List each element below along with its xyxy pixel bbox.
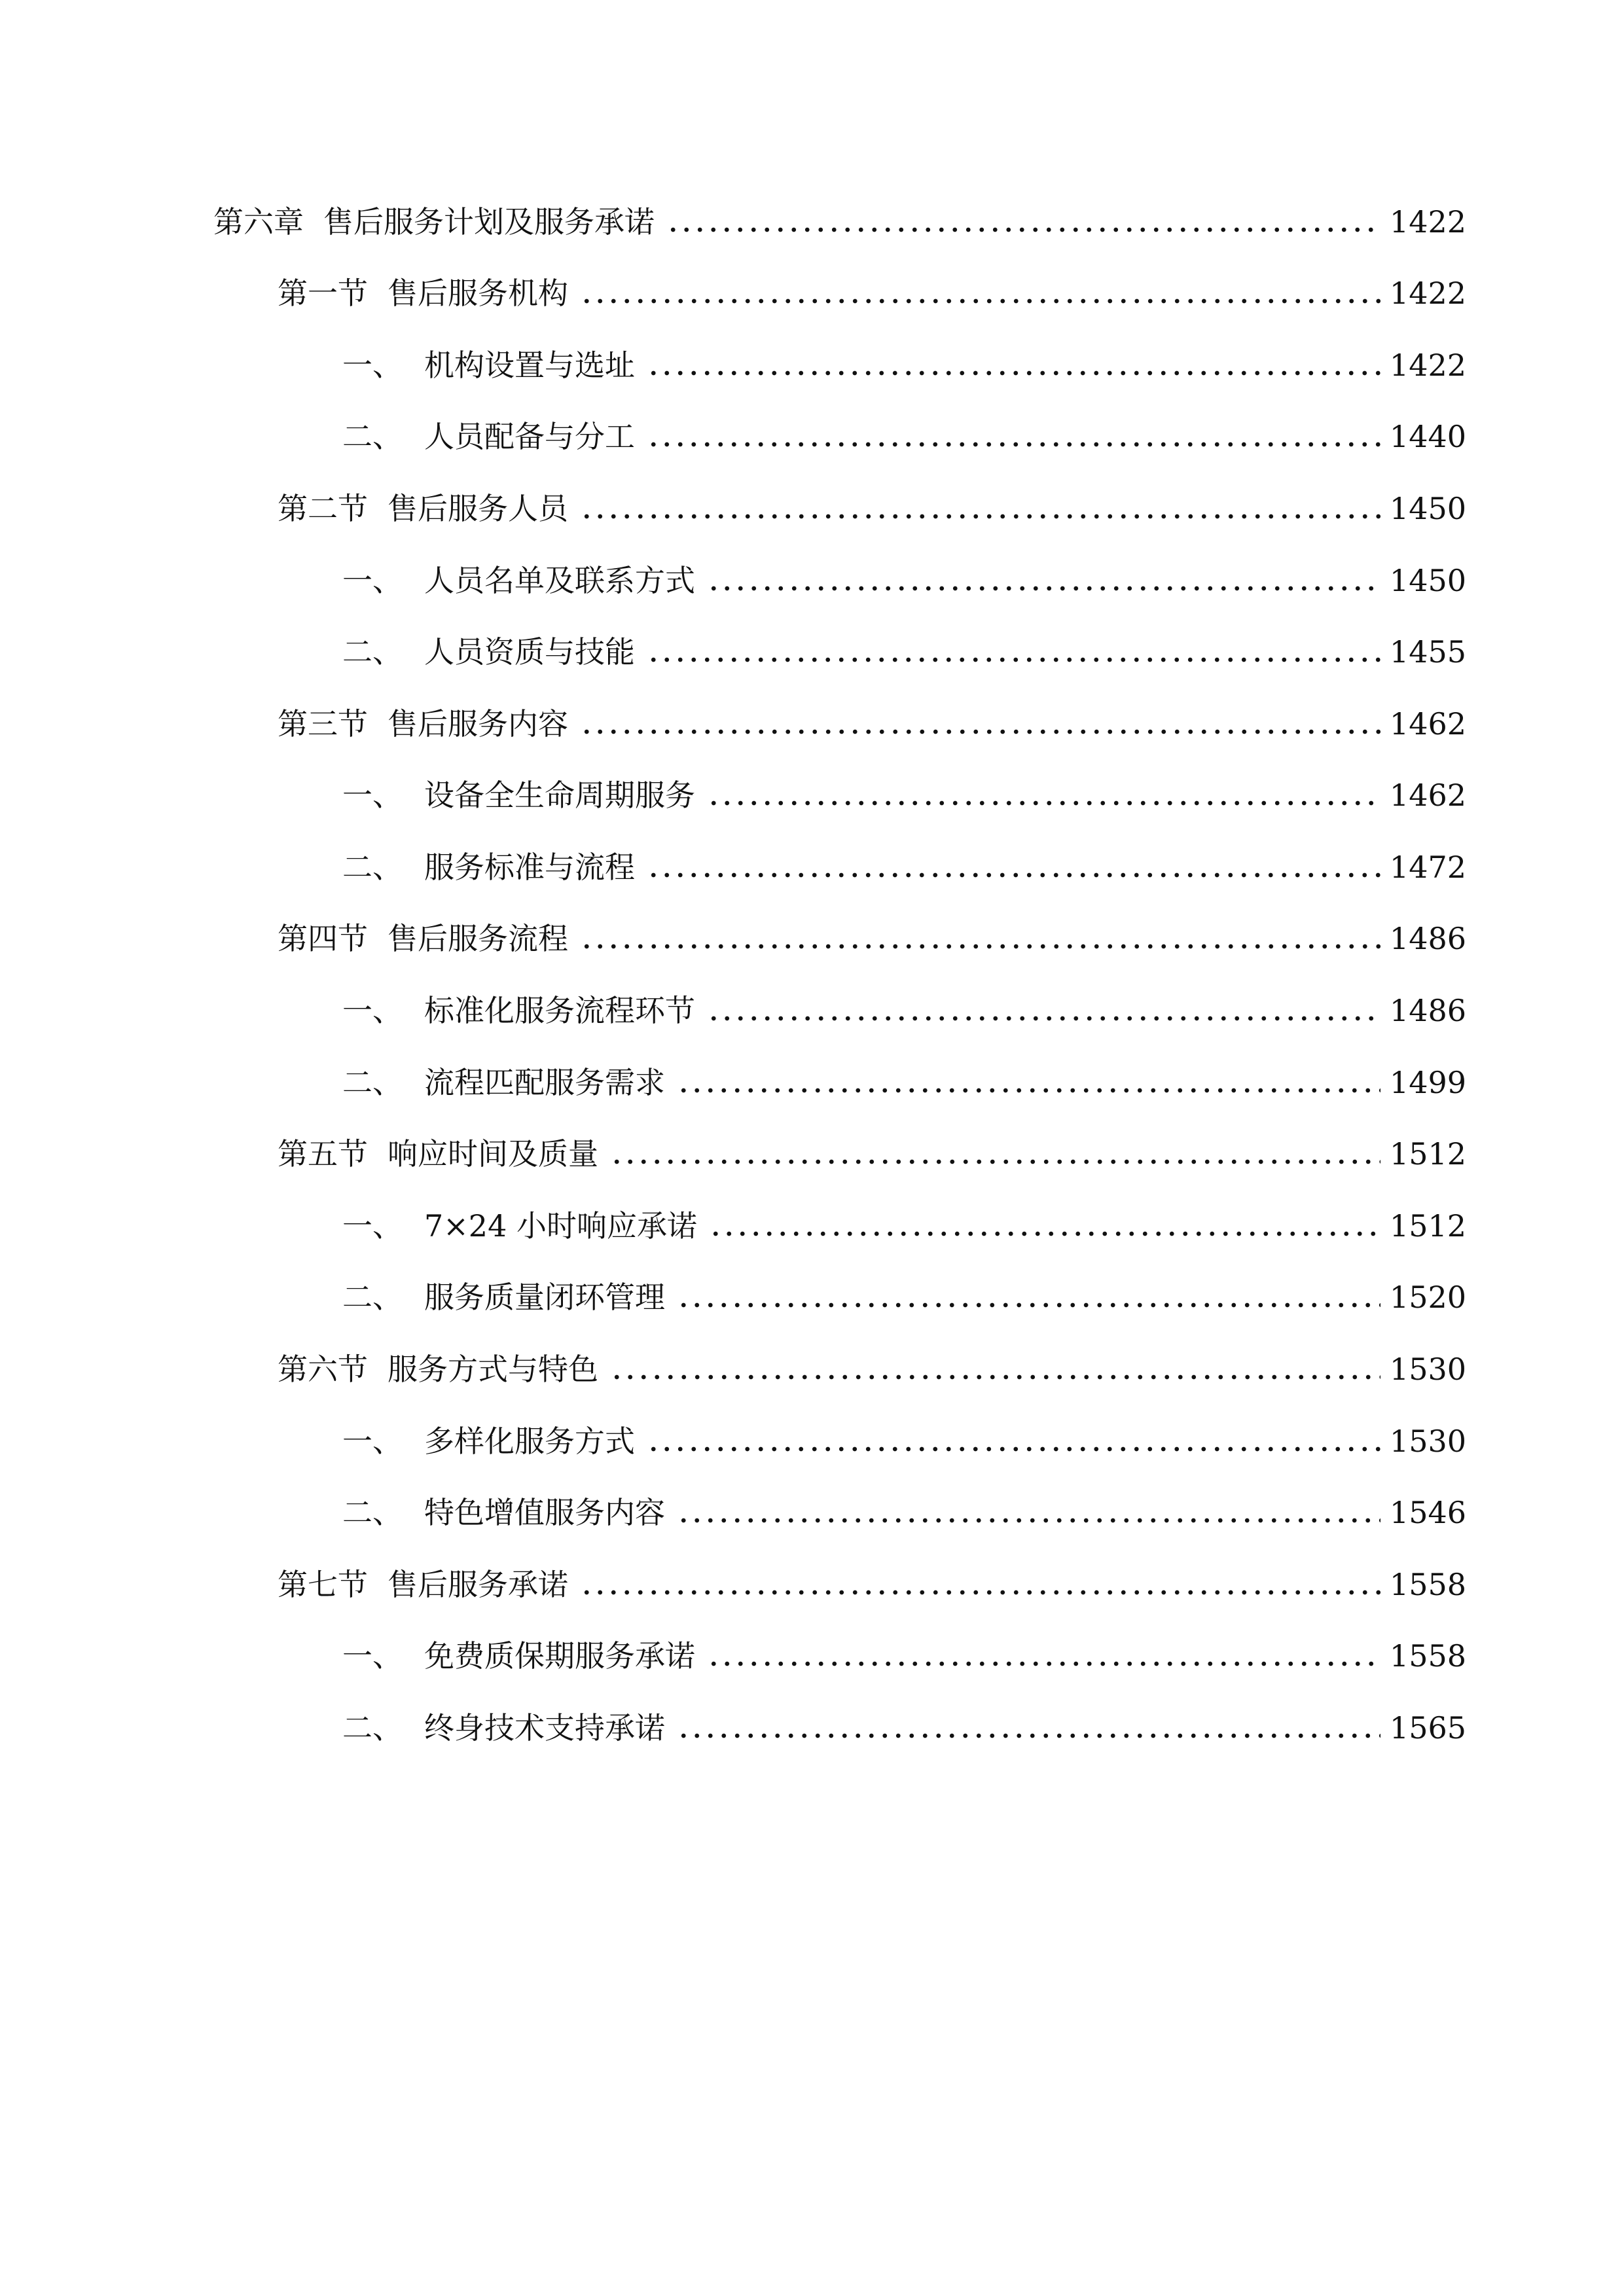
toc-entry-title: 售后服务流程 [388, 921, 568, 956]
toc-entry-number: 第四节 [278, 921, 368, 956]
toc-entry-number: 第三节 [278, 706, 368, 742]
toc-section-3[interactable] [278, 693, 1466, 742]
dot-leader [709, 1230, 1380, 1237]
toc-entry-title: 人员资质与技能 [424, 634, 635, 670]
toc-entry-title: 设备全生命周期服务 [424, 778, 695, 813]
toc-subsection[interactable] [342, 550, 1466, 596]
toc-entry-page: 1558 [1389, 1567, 1466, 1602]
toc-entry-title: 售后服务内容 [388, 706, 568, 742]
toc-entry-page: 1450 [1389, 491, 1466, 526]
toc-entry-page: 1512 [1389, 1208, 1466, 1244]
toc-entry-number: 二、 [342, 1495, 403, 1530]
toc-entry-number: 第二节 [278, 491, 368, 526]
toc-entry-number: 一、 [342, 1638, 403, 1674]
toc-entry-page: 1422 [1389, 348, 1466, 383]
toc-entry-title: 服务质量闭环管理 [424, 1280, 665, 1315]
toc-subsection[interactable] [342, 980, 1466, 1026]
toc-subsection[interactable] [342, 1266, 1466, 1315]
toc-entry-page: 1558 [1389, 1638, 1466, 1674]
toc-entry-page: 1422 [1389, 276, 1466, 311]
toc-entry-page: 1512 [1389, 1136, 1466, 1172]
toc-entry-page: 1546 [1389, 1495, 1466, 1530]
dot-leader [677, 1302, 1380, 1308]
dot-leader [647, 872, 1380, 878]
toc-entry-number: 二、 [342, 419, 403, 454]
dot-leader [580, 298, 1380, 304]
dot-leader [580, 513, 1380, 520]
toc-subsection[interactable] [342, 621, 1466, 670]
toc-entry-page: 1530 [1389, 1352, 1466, 1387]
toc-entry-title: 售后服务人员 [388, 491, 568, 526]
toc-entry-number: 一、 [342, 993, 403, 1028]
toc-chapter-6[interactable] [213, 191, 1466, 240]
toc-subsection[interactable] [342, 836, 1466, 885]
toc-entry-title: 服务标准与流程 [424, 850, 635, 885]
dot-leader [580, 943, 1380, 950]
toc-entry-title: 7×24 小时响应承诺 [424, 1208, 697, 1244]
toc-entry-page: 1450 [1389, 563, 1466, 598]
toc-entry-title: 售后服务承诺 [388, 1567, 568, 1602]
dot-leader [610, 1158, 1380, 1165]
toc-subsection[interactable] [342, 764, 1466, 813]
toc-entry-title: 标准化服务流程环节 [424, 993, 695, 1028]
toc-entry-number: 二、 [342, 1280, 403, 1315]
toc-entry-number: 二、 [342, 1065, 403, 1100]
toc-entry-title: 服务方式与特色 [388, 1352, 598, 1387]
toc-subsection[interactable] [342, 1697, 1466, 1746]
toc-entry-number: 一、 [342, 348, 403, 383]
toc-entry-number: 二、 [342, 634, 403, 670]
toc-entry-number: 第六节 [278, 1352, 368, 1387]
toc-entry-title: 免费质保期服务承诺 [424, 1638, 695, 1674]
toc-section-4[interactable] [278, 908, 1466, 954]
toc-entry-title: 响应时间及质量 [388, 1136, 598, 1172]
toc-entry-number: 二、 [342, 1710, 403, 1746]
dot-leader [580, 728, 1380, 735]
toc-subsection[interactable] [342, 1410, 1466, 1459]
toc-entry-page: 1422 [1389, 204, 1466, 240]
toc-section-7[interactable] [278, 1554, 1466, 1600]
dot-leader [707, 1660, 1380, 1667]
toc-entry-page: 1486 [1389, 921, 1466, 956]
dot-leader [610, 1374, 1380, 1380]
toc-entry-page: 1472 [1389, 850, 1466, 885]
toc-entry-title: 特色增值服务内容 [424, 1495, 665, 1530]
toc-entry-number: 第一节 [278, 276, 368, 311]
toc-section-6[interactable] [278, 1338, 1466, 1387]
dot-leader [677, 1732, 1380, 1739]
toc-entry-number: 第七节 [278, 1567, 368, 1602]
toc-entry-number: 一、 [342, 1208, 403, 1244]
toc-entry-title: 人员名单及联系方式 [424, 563, 695, 598]
toc-section-5[interactable] [278, 1123, 1466, 1172]
toc-entry-title: 流程匹配服务需求 [424, 1065, 665, 1100]
toc-subsection[interactable] [342, 1482, 1466, 1528]
toc-entry-title: 终身技术支持承诺 [424, 1710, 665, 1746]
toc-entry-title: 机构设置与选址 [424, 348, 635, 383]
dot-leader [647, 441, 1380, 448]
dot-leader [647, 656, 1380, 663]
toc-section-1[interactable] [278, 262, 1466, 311]
toc-entry-number: 一、 [342, 1424, 403, 1459]
toc-entry-number: 一、 [342, 778, 403, 813]
dot-leader [647, 1446, 1380, 1452]
dot-leader [707, 1015, 1380, 1022]
toc-entry-page: 1530 [1389, 1424, 1466, 1459]
dot-leader [707, 800, 1380, 806]
toc-subsection[interactable] [342, 334, 1466, 383]
toc-entry-number: 一、 [342, 563, 403, 598]
toc-section-2[interactable] [278, 478, 1466, 524]
toc-subsection[interactable] [342, 1052, 1466, 1098]
toc-entry-page: 1455 [1389, 634, 1466, 670]
toc-entry-page: 1520 [1389, 1280, 1466, 1315]
toc-entry-title: 售后服务机构 [388, 276, 568, 311]
toc-entry-title: 人员配备与分工 [424, 419, 635, 454]
toc-entry-page: 1499 [1389, 1065, 1466, 1100]
toc-entry-page: 1486 [1389, 993, 1466, 1028]
dot-leader [707, 585, 1380, 592]
toc-entry-page: 1565 [1389, 1710, 1466, 1746]
toc-subsection[interactable] [342, 1195, 1466, 1244]
toc-entry-page: 1440 [1389, 419, 1466, 454]
toc-entry-page: 1462 [1389, 706, 1466, 742]
dot-leader [677, 1087, 1380, 1094]
toc-entry-number: 二、 [342, 850, 403, 885]
dot-leader [647, 370, 1380, 376]
toc-entry-number: 第六章 [213, 204, 304, 240]
toc-subsection[interactable] [342, 1625, 1466, 1674]
dot-leader [666, 226, 1380, 233]
dot-leader [677, 1517, 1380, 1524]
toc-subsection[interactable] [342, 406, 1466, 452]
toc-entry-title: 多样化服务方式 [424, 1424, 635, 1459]
toc-entry-number: 第五节 [278, 1136, 368, 1172]
toc-entry-title: 售后服务计划及服务承诺 [323, 204, 655, 240]
dot-leader [580, 1589, 1380, 1596]
toc-entry-page: 1462 [1389, 778, 1466, 813]
